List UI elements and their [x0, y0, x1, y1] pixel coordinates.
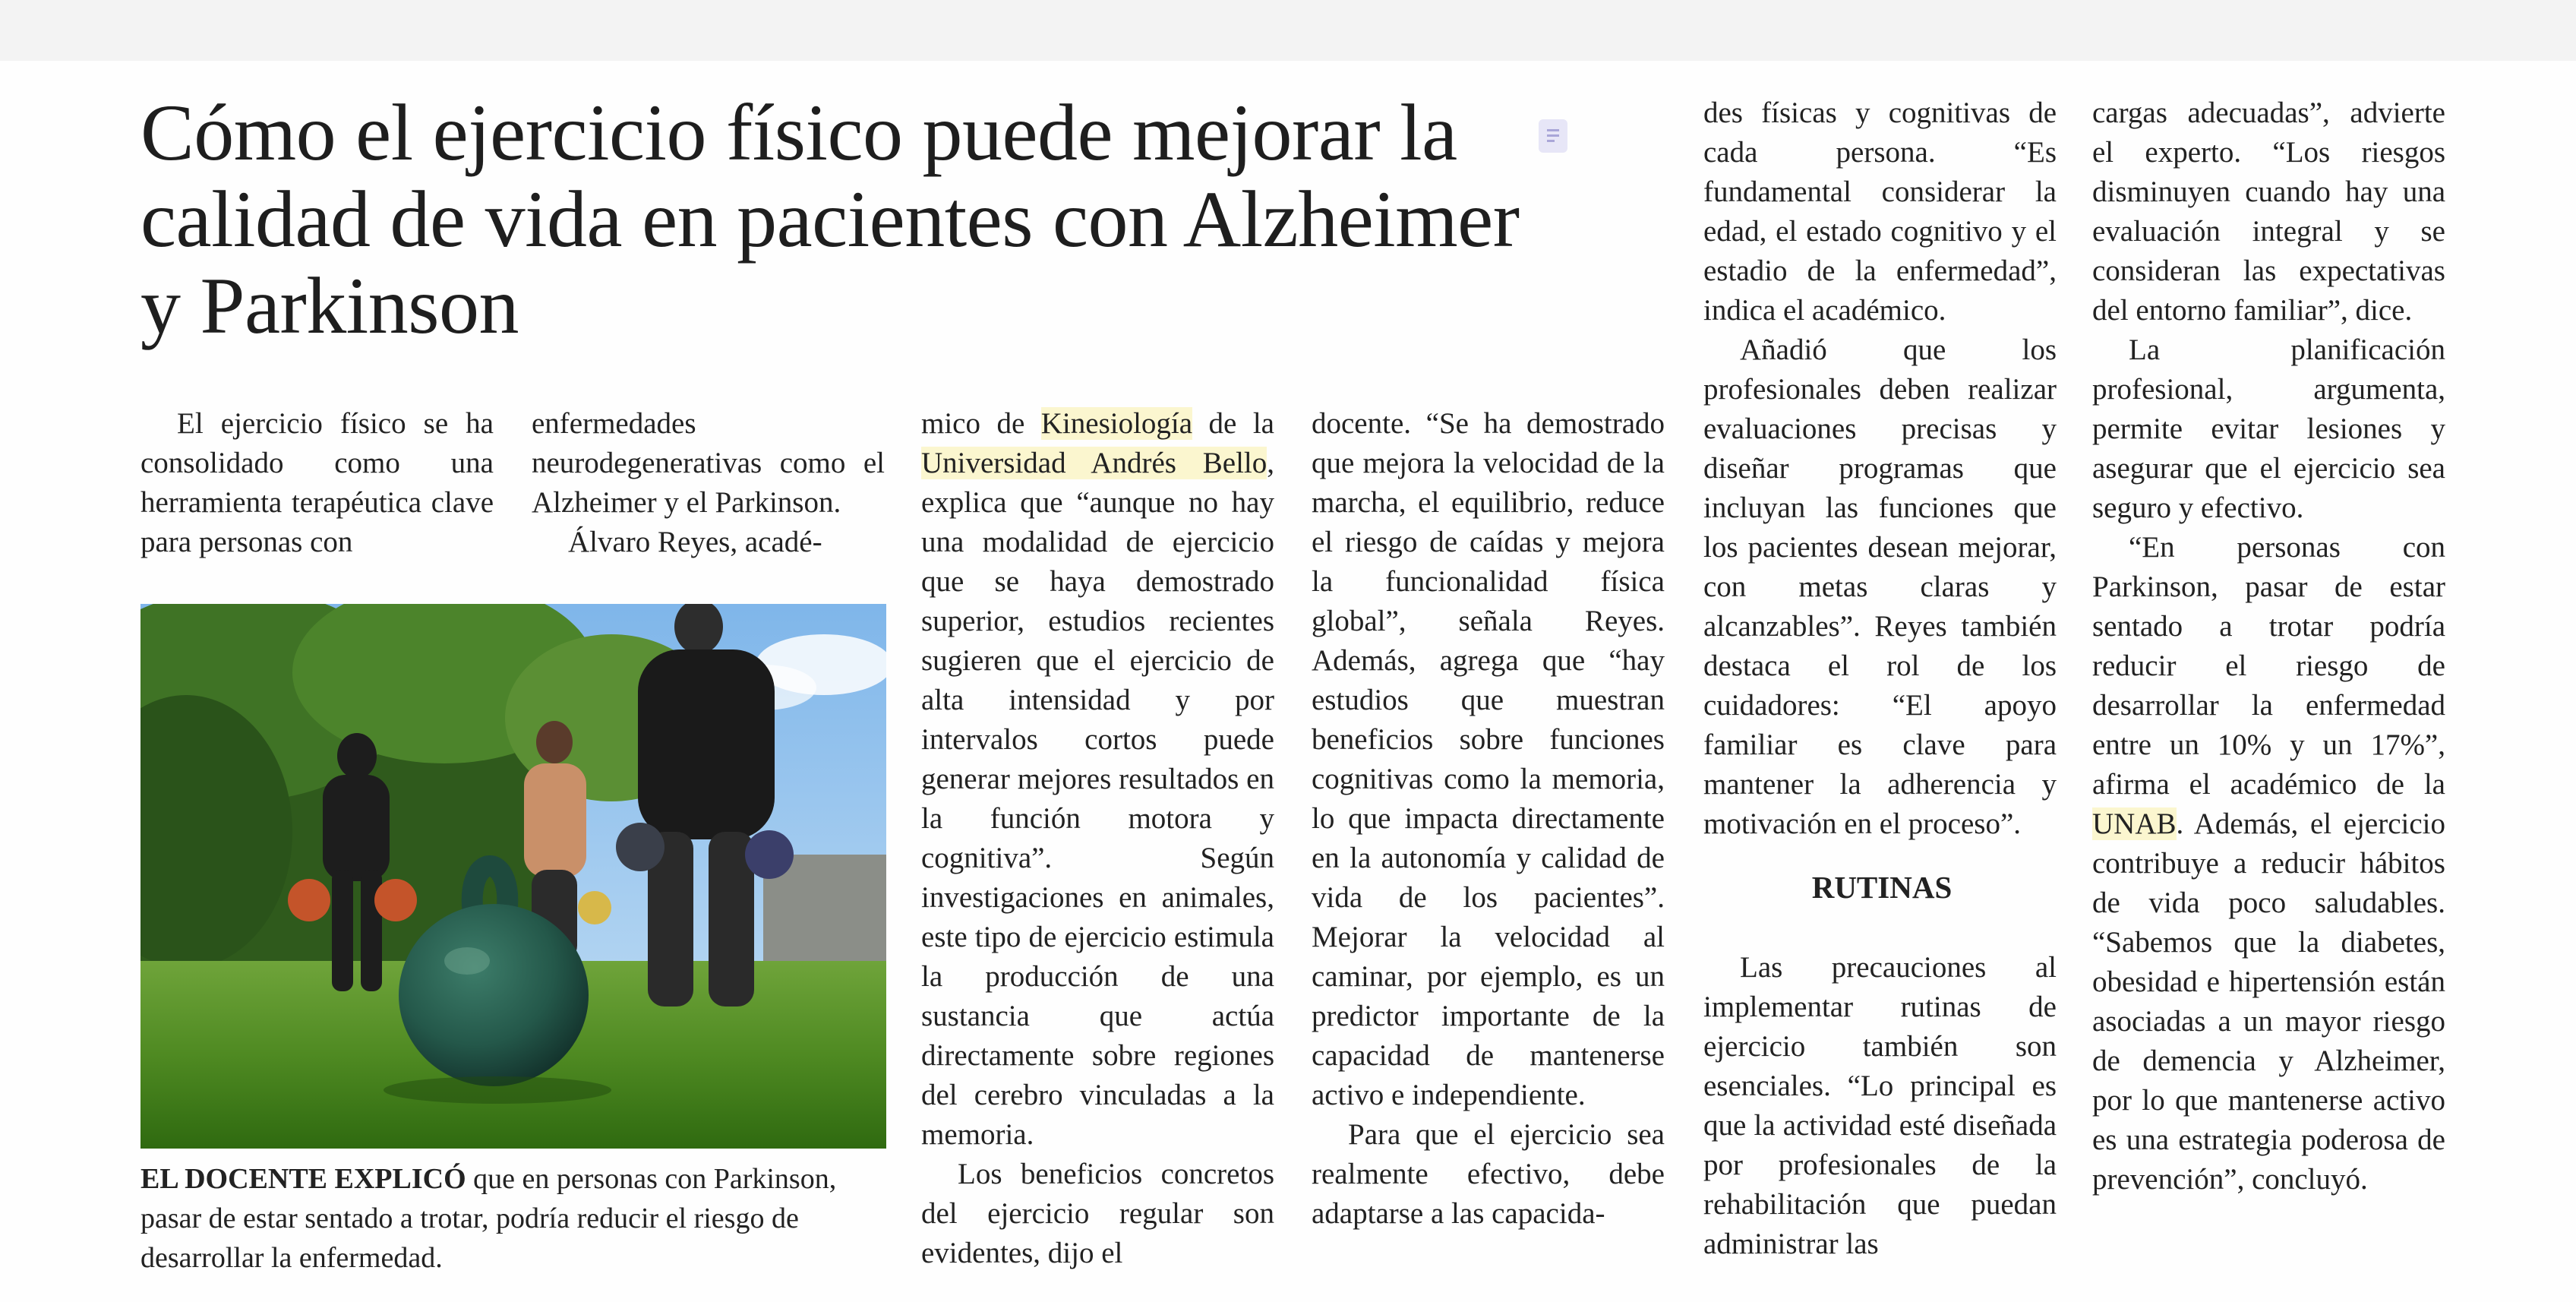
paragraph: El ejercicio físico se ha consolidado como una herramienta terapéutica clave para personas con — [140, 407, 494, 558]
paragraph: Álvaro Reyes, acadé- — [568, 526, 822, 558]
text-run: de la — [1192, 407, 1274, 440]
column-1 — [140, 404, 494, 562]
column-5-continued — [1703, 948, 2057, 1264]
paragraph: des físicas y cognitivas de cada persona. “Es fundamental considerar la edad, el estado cognitivo y el estadio de la enfermedad”, indica el académico. — [1703, 96, 2057, 327]
text-run: , explica que “aunque no hay una modalidad de ejercicio que se haya demostrado superior, estudios recientes sugieren que el ejercicio de alta intensidad y por intervalos cortos puede generar mejores resultados en la función motora y cognitiva”. Según investigaciones en animales, este tipo de ejercicio estimula la producción de una sustancia que actúa directamente sobre regiones del cerebro vinculadas a la memoria. — [921, 447, 1274, 1151]
link-kinesiologia[interactable]: Kinesiología — [1040, 407, 1193, 440]
paragraph: Para que el ejercicio sea realmente efectivo, debe adaptarse a las capacida- — [1312, 1118, 1665, 1230]
paragraph — [921, 404, 1274, 1155]
column-2 — [532, 404, 885, 562]
paragraph: Las precauciones al implementar rutinas de ejercicio también son esenciales. “Lo principal es que la actividad esté diseñada por profesionales de la rehabilitación que puedan administrar las — [1703, 951, 2057, 1260]
column-5 — [1703, 93, 2057, 844]
caption-text: que en personas con Parkinson, pasar de estar sentado a trotar, podría reducir el riesgo de desarrollar la enfermedad. — [140, 1163, 837, 1274]
top-strip — [0, 0, 2576, 61]
column-3 — [921, 404, 1274, 1273]
paragraph: docente. “Se ha demostrado que mejora la velocidad de la marcha, el equilibrio, reduce el riesgo de caídas y mejora la funcionalidad física global”, señala Reyes. Además, agrega que “hay estudios que muestran beneficios sobre funciones cognitivas como la memoria, lo que impacta directamente en la autonomía y calidad de vida de los pacientes”. Mejorar la velocidad al caminar, por ejemplo, es un predictor importante de la capacidad de mantenerse activo e independiente. — [1312, 407, 1665, 1111]
article-headline: Cómo el ejercicio físico puede mejorar la calidad de vida en pacientes con Alzheimer y Parkinson — [140, 88, 1520, 350]
text-run: “En personas con Parkinson, pasar de estar sentado a trotar podría reducir el riesgo de desarrollar la enfermedad entre un 10% y un 17%”, afirma el académico de la — [2092, 531, 2445, 801]
kettlebell-photo — [140, 604, 886, 1149]
column-4 — [1312, 404, 1665, 1234]
paragraph: La planificación profesional, argumenta, permite evitar lesiones y asegurar que el ejercicio sea seguro y efectivo. — [2092, 333, 2445, 524]
article-photo — [140, 604, 886, 1149]
column-6 — [2092, 93, 2445, 1199]
section-subhead: RUTINAS — [1811, 870, 1953, 905]
text-run: . Además, el ejercicio contribuye a reducir hábitos de vida poco saludables. “Sabemos que la diabetes, obesidad e hipertensión están asociadas a un mayor riesgo de demencia y Alzheimer, por lo que mantenerse activo es una estrategia poderosa de prevención”, concluyó. — [2092, 807, 2445, 1196]
paragraph: enfermedades neurodegenerativas como el Alzheimer y el Parkinson. — [532, 407, 885, 519]
paragraph — [2092, 528, 2445, 1199]
photo-caption — [140, 1159, 892, 1278]
caption-lead: EL DOCENTE EXPLICÓ — [140, 1163, 466, 1195]
note-icon[interactable] — [1539, 119, 1567, 153]
paragraph: Añadió que los profesionales deben realizar evaluaciones precisas y diseñar programas que incluyan las funciones que los pacientes desean mejorar, con metas claras y alcanzables”. Reyes también destaca el rol de los cuidadores: “El apoyo familiar es clave para mantener la adherencia y motivación en el proceso”. — [1703, 333, 2057, 840]
text-run: mico de — [921, 407, 1041, 440]
paragraph: cargas adecuadas”, advierte el experto. “Los riesgos disminuyen cuando hay una evaluación integral y se consideran las expectativas del entorno familiar”, dice. — [2092, 96, 2445, 327]
link-universidad-andres-bello[interactable]: Universidad Andrés Bello — [921, 447, 1267, 479]
paragraph: Los beneficios concretos del ejercicio regular son evidentes, dijo el — [921, 1158, 1274, 1269]
link-unab[interactable]: UNAB — [2092, 807, 2177, 840]
